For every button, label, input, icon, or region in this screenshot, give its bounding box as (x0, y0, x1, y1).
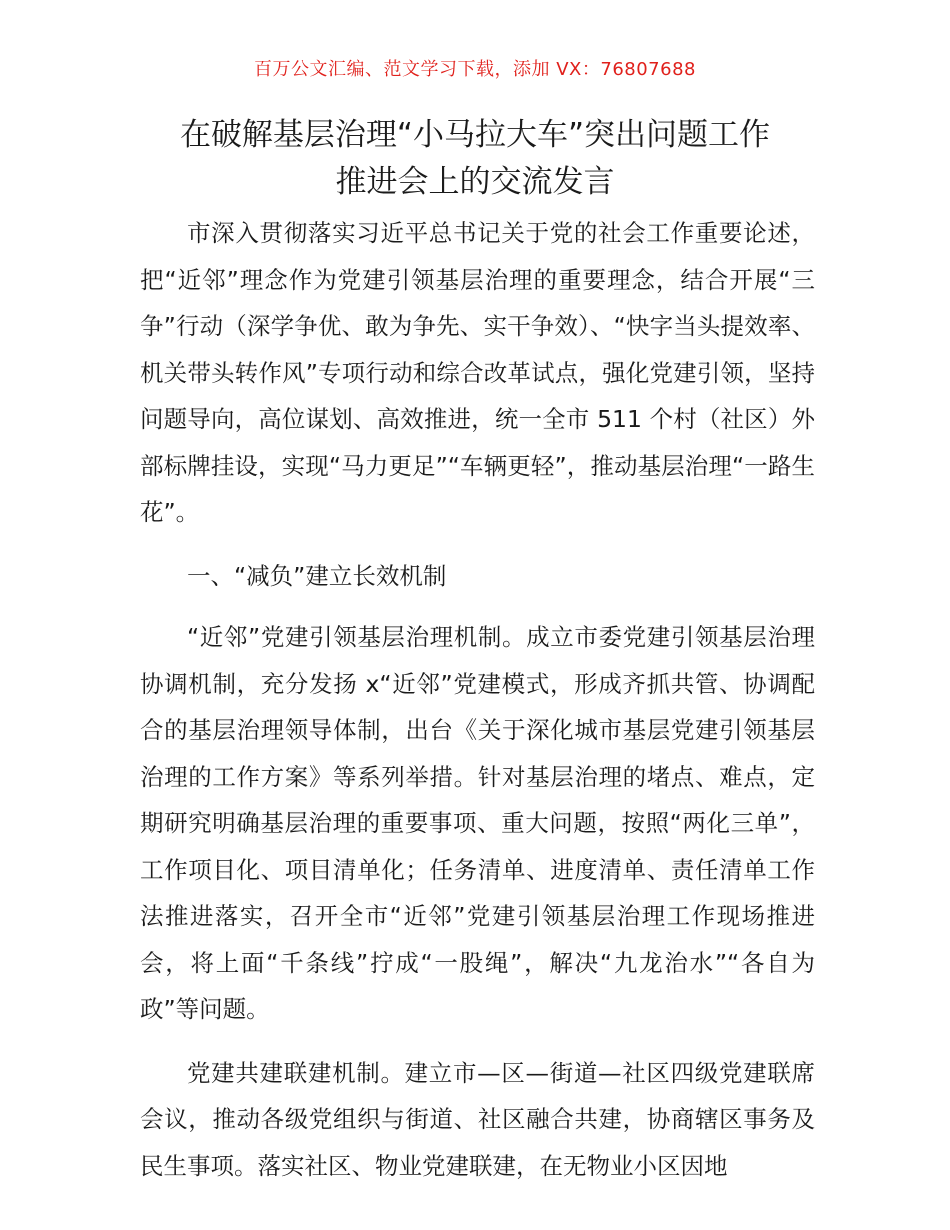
document-body (140, 210, 815, 1189)
download-notice: 百万公文汇编、范文学习下载，添加 VX：76807688 (254, 59, 696, 80)
title-line-2: 推进会上的交流发言 (335, 164, 615, 200)
intro-paragraph: 市深入贯彻落实习近平总书记关于党的社会工作重要论述，把“近邻”理念作为党建引领基层治理的重要理念，结合开展“三争”行动（深学争优、敢为争先、实干争效）、“快字当头提效率、机关带头转作风”专项行动和综合改革试点，强化党建引领，坚持问题导向，高位谋划、高效推进，统一全市 511 个村（社区）外部标牌挂设，实现“马力更足”“车辆更轻”，推动基层治理“一路生花”。 (140, 219, 815, 526)
section-heading: 一、“减负”建立长效机制 (187, 561, 447, 590)
title-line-1: 在破解基层治理“小马拉大车”突出问题工作 (179, 117, 771, 153)
page-title (120, 112, 830, 206)
body-paragraph: “近邻”党建引领基层治理机制。成立市委党建引领基层治理协调机制，充分发扬 x“近邻”党建模式，形成齐抓共管、协调配合的基层治理领导体制，出台《关于深化城市基层党建引领基层治理的工作方案》等系列举措。针对基层治理的堵点、难点，定期研究明确基层治理的重要事项、重大问题，按照“两化三单”，工作项目化、项目清单化；任务清单、进度清单、责任清单工作法推进落实，召开全市“近邻”党建引领基层治理工作现场推进会，将上面“千条线”拧成“一股绳”，解决“九龙治水”“各自为政”等问题。 (140, 623, 815, 1023)
body-paragraph: 党建共建联建机制。建立市—区—街道—社区四级党建联席会议，推动各级党组织与街道、社区融合共建，协商辖区事务及民生事项。落实社区、物业党建联建，在无物业小区因地 (140, 1058, 815, 1180)
